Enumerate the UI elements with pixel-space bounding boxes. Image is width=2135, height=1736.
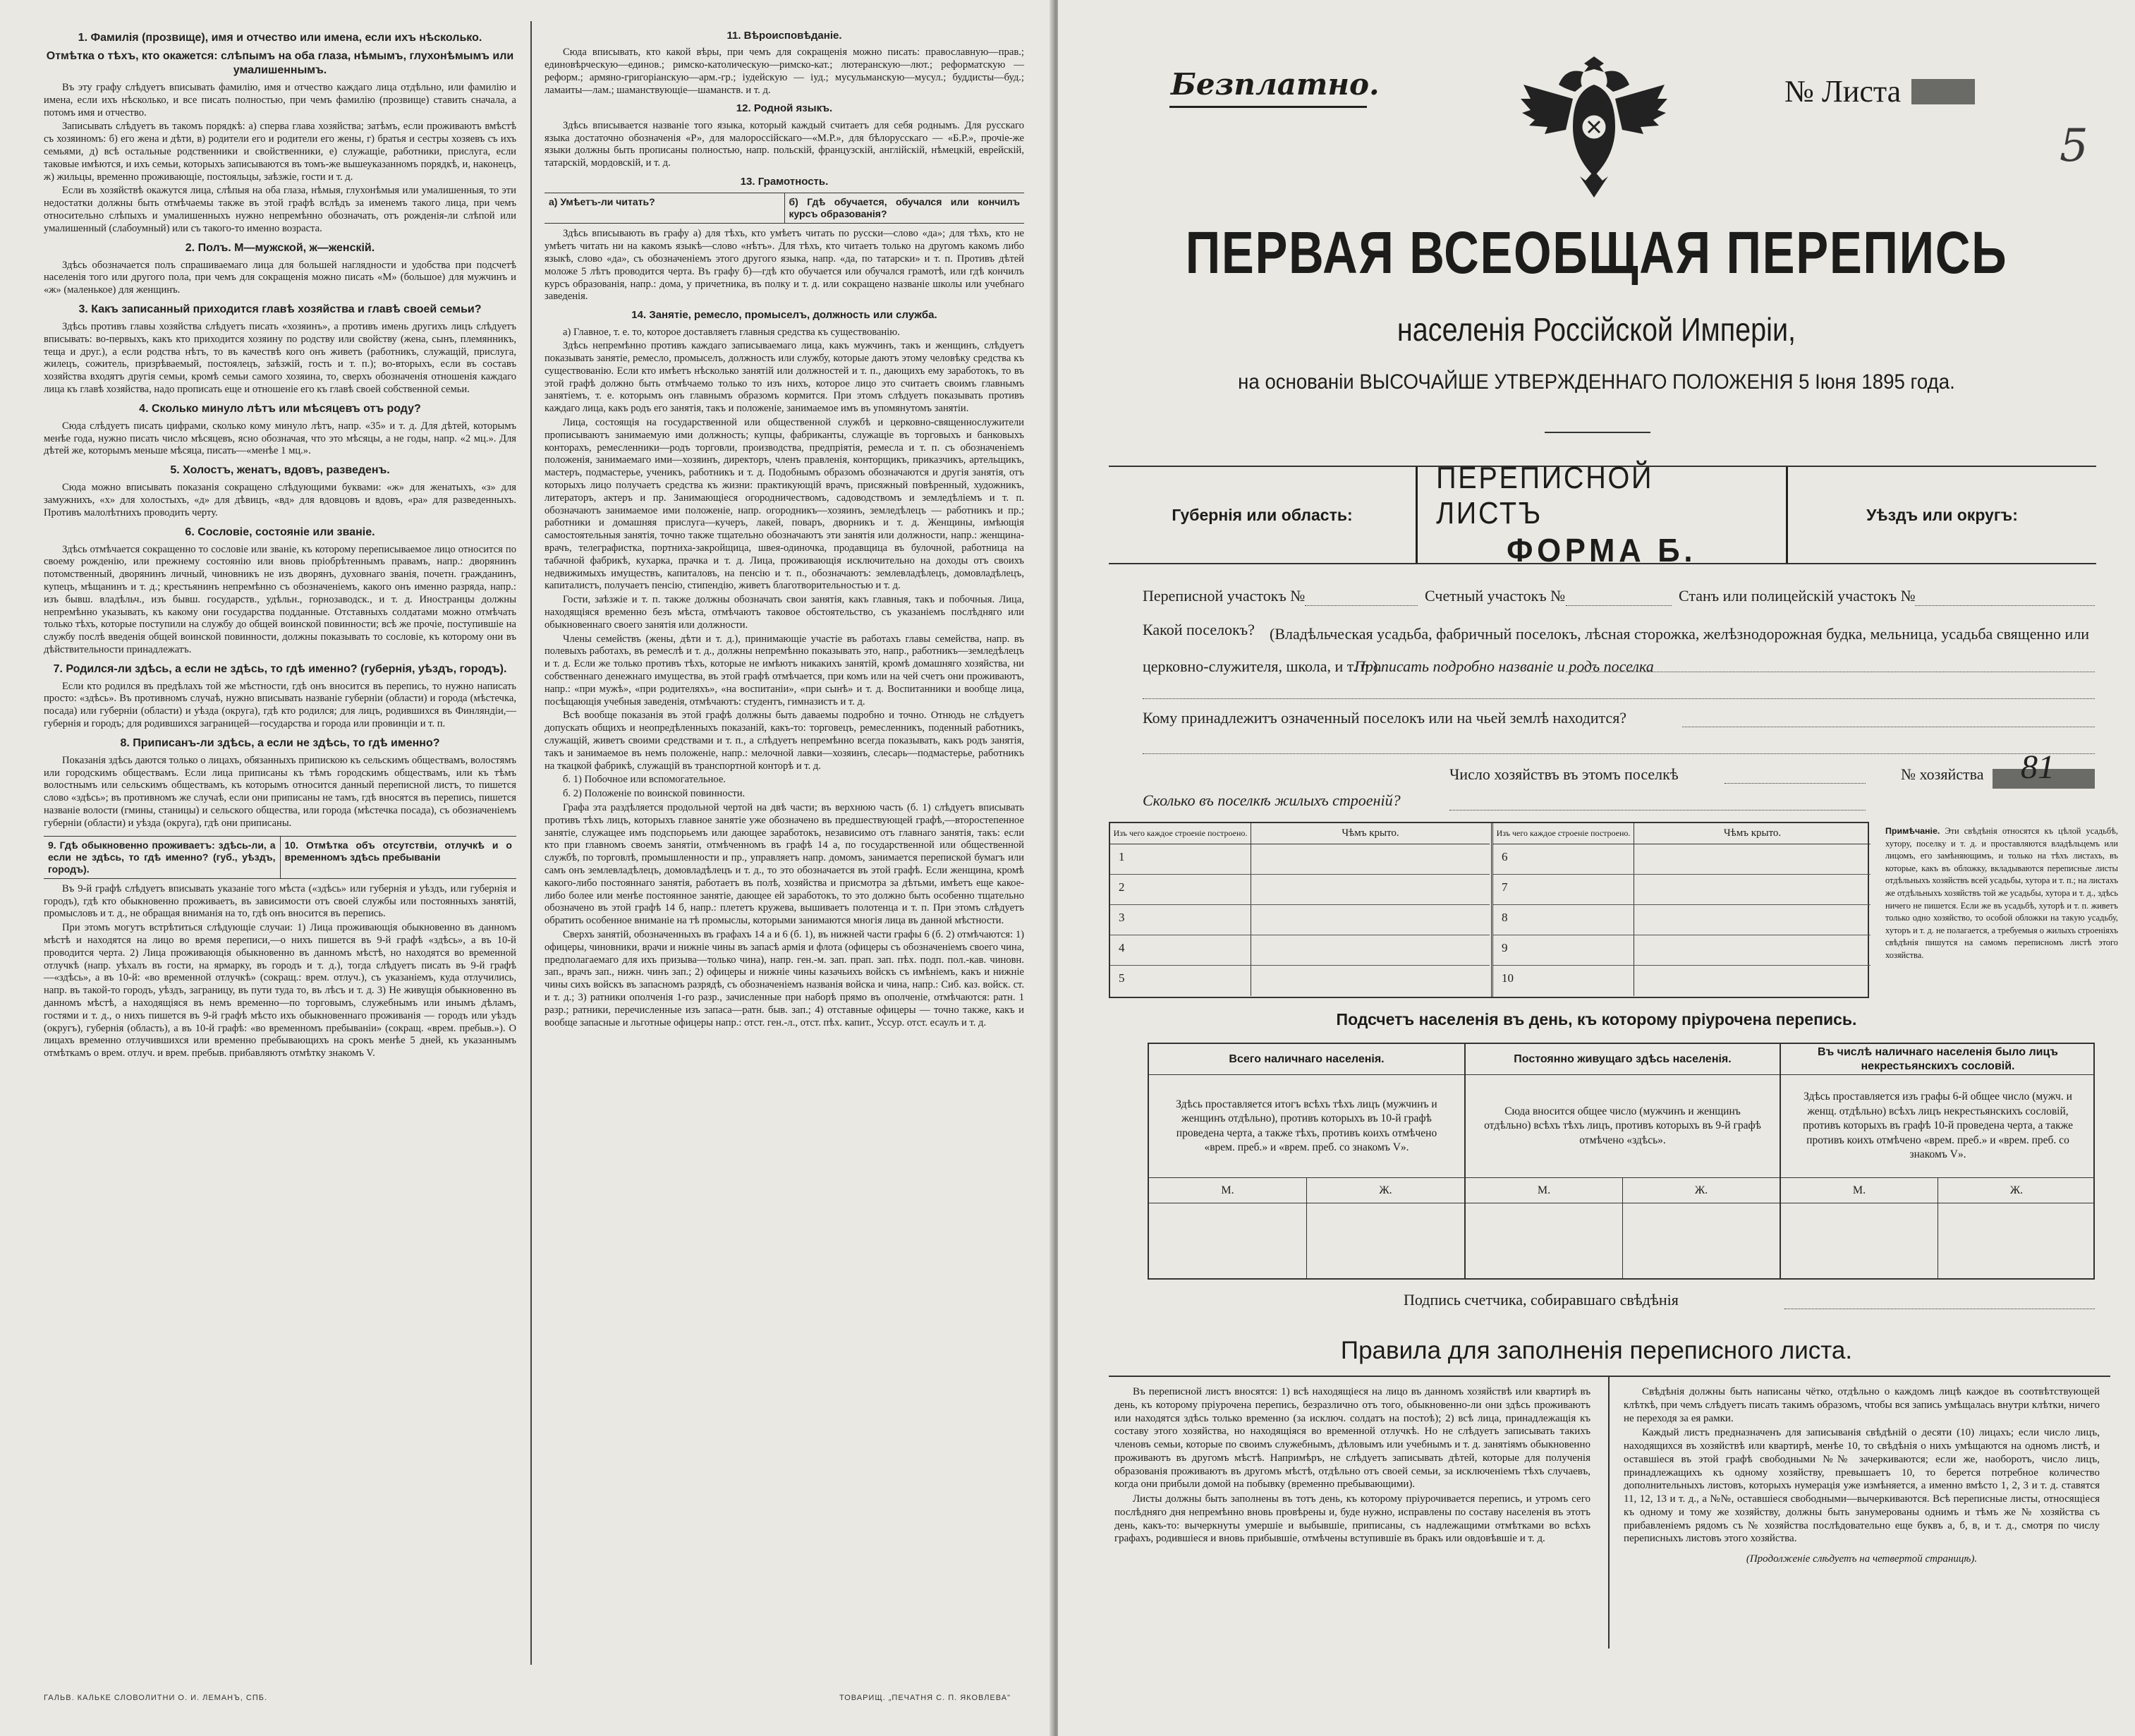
right-page-form [1058,0,2135,1736]
section-title: 5. Холостъ, женатъ, вдовъ, разведенъ. [170,464,390,477]
household-no-handwritten: 81 [2021,748,2055,786]
rules-column-right [1624,1385,2100,1567]
col-material: Изъ чего каждое строеніе построено. [1493,823,1634,844]
population-col-total [1149,1044,1464,1278]
female-count-field[interactable] [1622,1203,1780,1278]
section-text: Въ эту графу слѣдуетъ вписывать фамилію, имя и отчество каждаго лица отдѣльно, или фамилію и имена, если ихъ нѣсколько, и все писать полностью, при чемъ фамилію (прозвище) ставить сначала, а потомъ имя и отчество. [44,82,516,119]
row-number: 5 [1110,966,1251,996]
male-label: М. [1852,1184,1866,1196]
continued-note: (Продолженіе слѣдуетъ на четвертой страницѣ). [1746,1553,1978,1565]
section-text: Здѣсь обозначается полъ спрашиваемаго лица для большей наглядности и удобства при подсчетѣ населенія того или другого пола, при чемъ для сокращенія можно писать «М» (большое) для мужчинъ и «ж» (маленькое) для женщинъ. [44,259,516,296]
section-2 [44,241,516,297]
imprint-left: ГАЛЬВ. КАЛЬКЕ СЛОВОЛИТНИ О. И. ЛЕМАНЪ, СПБ. [44,1694,268,1702]
sex-header [1781,1178,2095,1203]
table-row[interactable] [1110,905,1490,935]
header-box [1109,461,2096,569]
section-13 [545,176,1024,303]
count-precinct-input[interactable] [1566,605,1672,606]
section-text: б. 2) Положеніе по воинской повинности. [563,788,746,800]
section-text: а) Главное, т. е. то, которое доставляетъ главныя средства къ существованію. [563,326,900,338]
settlement-question: Какой поселокъ? [1143,621,1255,638]
owner-input-line2[interactable] [1143,753,2095,754]
section-14 [545,309,1024,1029]
section-text: Сюда слѣдуетъ писать цифрами, сколько кому минуло лѣтъ, напр. «35» и т. д. Для дѣтей, которымъ менѣе года, нужно писать число мѣсяцевъ, ясно обозначая, что это мѣсяцы, а не годы, напр. «2 мц.». Для дѣтей же, которымъ меньше мѣсяца, писать—«менѣе 1 мц.». [44,420,516,457]
form-title [1416,461,1788,569]
female-count-field[interactable] [1938,1203,2095,1278]
table-row[interactable] [1110,844,1490,875]
female-label: Ж. [1306,1178,1464,1203]
section-title: 4. Сколько минуло лѣтъ или мѣсяцевъ отъ роду? [139,402,421,415]
table-row[interactable] [1493,844,1871,875]
section-text: Здѣсь противъ главы хозяйства слѣдуетъ писать «хозяинъ», а противъ имень другихъ лицъ слѣдуетъ вписывать: во-первыхъ, какъ кто приходится хозяину по родству или свойству (жена, сынъ, племянникъ, теща и друг.), а если родства нѣтъ, то въ качествѣ кого онъ живетъ (работникъ, служащій, прислуга, жилецъ, сожитель, призрѣваемый, постоялецъ, заѣзжій, гость и т. п.); во-вторыхъ, если въ составъ хозяйства входятъ другія семьи, кромѣ семьи самого хозяина, то, сверхъ обозначенія отношенія каждаго лица къ главѣ хозяйства, надо прописать еще и отношеніе его къ главѣ своей собственной семьи. [44,320,516,395]
section-text: Члены семействъ (жены, дѣти и т. д.), принимающіе участіе въ работахъ главы семейства, напр. въ полевыхъ работахъ, въ ремеслѣ и т. д., должны непремѣнно показывать это, напр., работникъ—земледѣлецъ и т. д. Если же только противъ тѣхъ, которые не имѣютъ никакихъ занятій, кромѣ домашняго хозяйства, ни собственнаго денежнаго имущества, въ этой графѣ отмѣчается, при комъ или на чей счетъ они проживаютъ, напр.: «при мужѣ», «при родителяхъ», «на воспитаніи», «при сынѣ» и т. д. Воспитанники и вообще лица, посѣщающія учебныя заведенія, отмѣчаютъ: студентъ, гимназистъ и т. д. [545,633,1024,708]
buildings-table-left [1110,823,1490,997]
section-title: 11. Вѣроисповѣданіе. [726,30,842,42]
section-text: Сюда можно вписывать показанія сокращено слѣдующими буквами: «ж» для женатыхъ, «з» для замужнихъ, «х» для холостыхъ, «д» для дѣвицъ, «вд» для вдовцовъ и вдовъ, «ра» для разведенныхъ. Противъ малолѣтнихъ проводить черту. [44,482,516,518]
rules-title: Правила для заполненія переписного листа. [1340,1337,1853,1364]
section-text: Графа эта раздѣляется продольной чертой на двѣ части; въ верхнюю часть (б. 1) слѣдуетъ вписывать противъ тѣхъ лицъ, которыхъ главное занятіе уже обозначено въ предшествующей графѣ,—второстепенное занятіе, служащее имъ подспорьемъ или дающее заработокъ, независимо отъ главнаго занятія, такъ: если кто при главномъ своемъ занятіи, отмѣченномъ въ графѣ 14 а, по государственной или общественной службѣ, по торговлѣ, промышленности и пр., управляетъ напр. домомъ, занимается перепиской бумагъ или самъ онъ землевладѣлецъ, домовладѣлецъ и т. д., то это обозначается въ этой графѣ. Если женщина, кромѣ какого-либо постояннаго занятія, работаетъ въ полѣ, хозяйства и присмотра за дѣтьми, имѣетъ еще какое-либо более или менѣе постоянное занятіе, дающее ей заработокъ, то это должно быть особенно тщательно обозначено въ этой графѣ 14 б, напр.: плететъ кружева, вышиваетъ полотенца и т. п. При этомъ слѣдуетъ обратить особенное вниманіе на тѣ промыслы, которыми занимаются многія лица въ данной мѣстности. [545,801,1024,927]
settlement-hint-cont: церковно-служителя, школа, и т. п.). [1143,657,1382,675]
free-label: Безплатно. [1171,67,1380,102]
section-8 [44,736,516,830]
section-4 [44,402,516,458]
col-header: Постоянно живущаго здѣсь населенія. [1466,1044,1780,1075]
section-text: Показанія здѣсь даются только о лицахъ, обязанныхъ припискою къ сельскимъ обществамъ, волостямъ или городскимъ обществамъ. Если лица приписаны къ тѣмъ городскимъ обществамъ, или къ тѣмъ волостнымъ или сельскимъ обществамъ, къ которымъ относится данный переписной листъ, то пишется слово «здѣсь»; въ противномъ же случаѣ, если они приписаны не тамъ, гдѣ вносятся въ перепись, пишется названіе волости (гмины, станицы) и сельского общества, или города (мѣстечка посада), съ обозначеніемъ губерніи (области) и уѣзда (округа), гдѣ они приписаны. [44,754,516,829]
section-text: Здѣсь вписывають въ графу а) для тѣхъ, кто умѣетъ читать по русски—слово «да»; для тѣхъ, кто не умѣетъ читать ни на какомъ языкѣ—слово «нѣтъ». Для тѣхъ, кто читаетъ только на другомъ какомъ либо языкѣ, слово «да», съ обозначеніемъ этого другого языка, напр. «да, по татарски» и т. п. Противъ дѣтей моложе 5 лѣтъ проводится черта. Въ графу б)—гдѣ кто обучается или обучался грамотѣ, или гдѣ кончилъ курсъ образованія, напр.: дома, у причетника, въ полку и т. д. или сокращено названіе школы или учебнаго заведенія. [545,228,1024,303]
note-text: Эти свѣдѣнія относятся къ цѣлой усадьбѣ, хутору, поселку и т. д. и проставляются владѣльцемъ или лицомъ, его замѣняющимъ, и только на тѣхъ листахъ, въ которые, какъ въ обложку, вкладываются переписные листы отдѣльныхъ хозяйствъ всей усадьбы, хутора и т. п.; на листахъ же отдѣльныхъ хозяйствъ той же усадьбы, хутора и т. д., здѣсь ничего не пишется. Если же въ усадьбѣ, хуторѣ и т. п. живетъ только одно хозяйство, то особой обложки на такую усадьбу, хуторъ и т. д. не полагается, а требуемыя о жилыхъ строеніяхъ свѣдѣнія пишутся на самомъ переписномъ листѣ этого хозяйства. [1885,826,2119,961]
literacy-a: а) Умѣетъ-ли читать? [549,196,655,208]
section-9-title: 9. Гдѣ обыкновенно проживаетъ: здѣсь-ли, а если не здѣсь, то гдѣ именно? (губ., уѣздъ, городъ). [48,839,276,875]
row-number: 4 [1110,935,1251,965]
section-9-10-header [44,836,516,879]
col-roof: Чѣмъ крыто. [1342,827,1399,839]
col-header: Въ числѣ наличнаго населенія было лицъ некрестьянскихъ сословій. [1781,1044,2095,1075]
male-count-field[interactable] [1466,1203,1622,1278]
section-1 [44,31,516,236]
left-column-a [44,28,516,1066]
literacy-b: б) Гдѣ обучается, обучался или кончилъ курсъ образованія? [784,193,1025,223]
section-text: Здѣсь непремѣнно противъ каждаго записываемаго лица, какъ мужчинъ, такъ и женщинъ, слѣдуетъ показывать занятіе, ремесло, промыселъ, должность или службу, которые даютъ этому человѣку средства къ существованію. Если кто имѣетъ нѣсколько занятій или должностей и т. п., дающихъ ему заработокъ, то въ этой графѣ должно быть отмѣчаемо только то изъ нихъ, которое лицо это считаетъ своимъ главнымъ занятіемъ, т. е. которымъ онъ главнымъ образомъ кормится. При этомъ слѣдуетъ показывать противъ каждаго лица, какъ родъ его занятія, такъ и положеніе, занимаемое имъ въ упомянутомъ занятіи. [545,340,1024,415]
female-count-field[interactable] [1306,1203,1464,1278]
left-page-instructions [0,0,1054,1736]
male-label: М. [1537,1184,1551,1196]
double-headed-eagle-icon [1516,42,1672,212]
row-number: 10 [1493,966,1634,996]
sheet-number [1784,63,1975,112]
section-text: б. 1) Побочное или вспомогательное. [563,774,726,786]
section-text: Лица, состоящія на государственной или общественной службѣ и церковно-священнослужители прописываютъ занимаемую ими должность; купцы, фабриканты, служащіе въ торговыхъ и банковыхъ конторахъ, ремесленники—родъ торговли, производства, предпріятія, ремесла и т. п. съ обозначеніемъ положенія, занимаемаго ими—хозяинъ, директоръ, членъ правленія, конторщикъ, приказчикъ, артельщикъ, мастеръ, подмастерье, ученикъ, работникъ и т. д. Подобнымъ образомъ обозначаются и другія занятія, отъ которыхъ лицо получаетъ средства къ жизни: практикующій врачъ, присяжный повѣренный, художникъ, литераторъ, актеръ и пр. Занимающіеся огородничествомъ, садоводствомъ и земледѣліемъ и т. п. обозначаютъ занимаемое ими положеніе, напр. огородникъ—хозяинъ, земледѣлецъ — работникъ и пр.; работники и домашняя прислуга—кучеръ, лакей, поваръ, дворникъ и т. д. Женщины, имѣющія самостоятельныя занятія, точно также тщательно обозначаютъ эти занятія или должности, напр.: женщина-врачъ, телеграфистка, портниха-закройщица, швея-одиночка, продавщица въ булочной, работница на табачной фабрикѣ, кухарка, прачка и т. д. Лица, проживающія исключительно на доходы отъ своихъ недвижимыхъ имуществъ, капиталовъ, на пенсію и т. п., обозначаютъ: землевладѣлецъ, домовладѣлецъ, капиталистъ, получаетъ пенсію, стипендію, живетъ благотворительностью и т. д. [545,417,1024,592]
rule-text: Каждый листъ предназначенъ для записыванія свѣдѣній о десяти (10) лицахъ; если число лицъ, находящихся въ хозяйствѣ или квартирѣ, менѣе 10, то свѣдѣнія о нихъ умѣщаются на одномъ листѣ, и оставшіеся въ этой графѣ свободными №№ зачеркиваются; если же, наоборотъ, число лицъ, принадлежащихъ къ одному хозяйству, превышаетъ 10, то берется потребное количество дополнительныхъ листовъ, которыхъ нумерація уже измѣняется, а именно вмѣсто 1, 2, 3 и т. д. ставятся 11, 12, 13 и т. д., а №№, оставшіеся свободными—вычеркиваются. Всѣ переписные листы, относящіеся къ одному и тому же хозяйству, должны быть занумерованы однимъ и тѣмъ же № хозяйства съ прибавленіемъ рядомъ съ № хозяйства послѣдовательно еще буквъ а, б, в, и т. д., смотря по числу переписныхъ листовъ этого хозяйства. [1624,1427,2100,1545]
main-title: ПЕРВАЯ ВСЕОБЩАЯ ПЕРЕПИСЬ [1185,219,2008,286]
row-number: 7 [1493,875,1634,904]
note-label: Примѣчаніе. [1885,826,1940,836]
section-text: Записывать слѣдуетъ въ такомъ порядкѣ: а) сперва глава хозяйства; затѣмъ, если проживаютъ вмѣстѣ съ хозяиномъ: б) его жена и дѣти, в) родители его и родители его жены, г) братья и сестры хозяевъ съ ихъ семьями, д) всѣ остальные родственники и свойственники, е) служащіе, работники, прислуга, если таковые имѣются, и ихъ семьи, которыхъ записываются въ томъ-же вышеуказанномъ порядкѣ, и, наконецъ, ж) жильцы, временно проживающіе, постояльцы, заѣзжіе, гости и т. д. [44,121,516,183]
households-input[interactable] [1725,783,1866,784]
col-description: Сюда вносится общее число (мужчинъ и женщинъ отдѣльно) всѣхъ тѣхъ лицъ, противъ которыхъ въ 9-й графѣ отмѣчено «здѣсь». [1466,1075,1780,1178]
buildings-input[interactable] [1449,810,1866,811]
form-title-line2: ФОРМА Б. [1507,532,1697,569]
population-col-non-peasant [1780,1044,2095,1278]
section-text: Сверхъ занятій, обозначенныхъ въ графахъ 14 а и 6 (б. 1), въ нижней части графы 6 (б. 2) отмѣчаются: 1) офицеры, чиновники, врачи и нижніе чины въ запасѣ армія и флота (офицеры съ обозначеніемъ своего чина, предполагаемаго для ихъ призыва—только чина), напр. ген.-м. зап. прап. зап. пѣх. подп. пол.-кав. чиновн. зап., врачъ зап., нижн. чинъ зап.; 2) офицеры и нижніе чины казачьихъ войскъ съ имѣніемъ, какъ и нижніе чины сихъ войскъ въ запасномъ разрядѣ, съ обозначеніемъ названія войска и чина, напр.: Сиб. каз. войск. ст. и т. д.; 3) ратники ополченія 1-го разр., зачисленные при наборѣ прямо въ ополченіе, отмѣчаются: ратн. 1 разр.; ратники, перечисленные изъ запаса—ратн. быв. зап.; 4) отставные офицеры — точно также, какъ и вообще запасные и льготные офицеры напр.: отст. ген.-л., отст. пѣх. капит., Уссур. отст. есаулъ и т. д. [545,928,1024,1028]
population-count-title: Подсчетъ населенія въ день, къ которому пріурочена перепись. [1336,1010,1857,1028]
household-no-label: № хозяйства [1901,765,1984,783]
main-subtitle: населенія Россійской Имперіи, [1397,311,1796,348]
section-text: Если въ хозяйствѣ окажутся лица, слѣпыя на оба глаза, нѣмыя, глухонѣмыя или умалишенныя, то эти недостатки должны быть отмѣчаемы также въ этой графѣ вслѣдъ за именемъ такого лица, при чемъ относительно слѣпыхъ и умалишенныхъ нужно непремѣнно обозначать, отъ рожденія-ли слѣпой или умалишенный (слабоумный) или съ такого-то именно возраста. [44,185,516,234]
table-row[interactable] [1493,966,1871,996]
sheet-number-label: № Листа [1784,74,1902,109]
section-10-title: 10. Отмѣтка объ отсутствіи, отлучкѣ и о временномъ здѣсь пребываніи [280,837,517,878]
counter-signature-label: Подпись счетчика, собиравшаго свѣдѣнія [1404,1291,1679,1309]
sex-header [1466,1178,1780,1203]
section-text: Здѣсь вписывается названіе того языка, который каждый считаетъ для себя роднымъ. Для русскаго языка достаточно обозначенія «Р», для малороссійскаго—«М.Р.», для бѣлорусскаго — «Б.Р.», прочіе-же языки должны быть прописаны полностью, напр. польскій, французскій, англійскій, нѣмецкій, еврейскій, татарскій, мордовскій, и т. д. [545,119,1024,169]
male-count-field[interactable] [1149,1203,1306,1278]
female-label: Ж. [1938,1178,2095,1203]
precinct-field-label: Переписной участокъ № [1143,587,1306,605]
section-title: 13. Грамотность. [740,175,829,188]
section-title: 1. Фамилія (прозвище), имя и отчество или имена, если ихъ нѣсколько. [78,32,482,44]
section-title: 7. Родился-ли здѣсь, а если не здѣсь, то гдѣ именно? (губернія, уѣздъ, городъ). [53,662,507,675]
section-subtitle: Отмѣтка о тѣхъ, кто окажется: слѣпымъ на оба глаза, нѣмымъ, глухонѣмымъ или умалишеннымъ. [46,50,514,76]
column-divider [530,21,532,1665]
population-col-permanent [1464,1044,1780,1278]
buildings-table [1109,822,1869,998]
table-row[interactable] [1110,875,1490,905]
imprint-right: ТОВАРИЩ. „ПЕЧАТНЯ С. П. ЯКОВЛЕВА" [839,1694,1011,1702]
sex-values [1466,1203,1780,1278]
section-6 [44,526,516,657]
section-12 [545,102,1024,169]
section-text: Сюда вписывать, кто какой вѣры, при чемъ для сокращенія можно писать: православную—прав.; единовѣрческую—единов.; римско-католическую—римско-кат.; лютеранскую—лют.; реформатскую — реформ.; армяно-григоріанскую—арм.-гр.; іудейскую — іуд.; мусульманскую—мусул.; буддисты—буд.; ламаиты—лам.; шаманствующіе—шаманств. и т. д. [545,47,1024,96]
section-7 [44,662,516,731]
section-text: Въ 9-й графѣ слѣдуетъ вписывать указаніе того мѣста («здѣсь» или губернія и уѣздъ, или губернія и городъ), гдѣ кто обыкновенно проживаетъ, въ зависимости отъ своей службы или постоянныхъ занятій, промысловъ и т. д., не обращая вниманія на то, гдѣ онъ вносится въ перепись. [44,882,516,920]
owner-question: Кому принадлежитъ означенный поселокъ или на чьей землѣ находится? [1143,709,1627,727]
sex-header [1149,1178,1464,1203]
province-field[interactable]: Губернія или область: [1172,505,1353,524]
rule-text: Свѣдѣнія должны быть написаны чётко, отдѣльно о каждомъ лицѣ каждое въ соотвѣтствующей клѣткѣ, при чемъ слѣдуетъ писать такимъ образомъ, чтобы вся запись умѣщалась внутри клѣтки, ничего не переходя за ея рамки. [1624,1386,2100,1424]
section-3 [44,303,516,396]
row-number: 2 [1110,875,1251,904]
section-9-10 [44,836,516,1060]
section-title: 12. Родной языкъ. [736,102,833,115]
col-description: Здѣсь проставляется итогъ всѣхъ тѣхъ лицъ (мужчинъ и женщинъ отдѣльно), противъ которыхъ въ 10-й графѣ проведена черта, а также тѣхъ, противъ коихъ отмѣчено «врем. преб.» и «врем. преб. со знакомъ V». [1149,1075,1464,1178]
count-precinct-label: Счетный участокъ № [1425,587,1566,605]
section-title: 3. Какъ записанный приходится главѣ хозяйства и главѣ своей семьи? [78,303,482,315]
buildings-table-header [1110,823,1490,844]
title-divider [1545,432,1650,433]
settlement-instruction-text: Прописать подробно названіе и родъ поселка [1354,657,1654,675]
row-number: 8 [1493,905,1634,935]
households-label: Число хозяйствъ въ этомъ поселкѣ [1449,765,1679,783]
table-row[interactable] [1493,905,1871,935]
male-count-field[interactable] [1781,1203,1938,1278]
sheet-number-handwritten: 5 [2060,120,2088,172]
stan-label: Станъ или полицейскій участокъ № [1679,587,1916,605]
section-title: 8. Приписанъ-ли здѣсь, а если не здѣсь, то гдѣ именно? [120,736,440,749]
section-title: 14. Занятіе, ремесло, промыселъ, должность или служба. [631,309,937,322]
section-11 [545,30,1024,97]
row-number: 1 [1110,844,1251,874]
sex-values [1781,1203,2095,1278]
rule-text: Листы должны быть заполнены въ тотъ день, къ которому пріурочивается перепись, и утромъ сего послѣдняго дня непремѣнно вновь провѣрены и, буде нужно, исправлены по составу населенія въ этотъ день, какъ-то: вычеркнуты умершіе и выбывшіе, приписаны, съ надлежащими отмѣтками во всѣхъ графахъ, родившіеся и вновь прибывшіе, отмѣчены вступившіе въ бракъ или овдовѣвшіе и т. д. [1114,1493,1590,1545]
sex-values [1149,1203,1464,1278]
female-label: Ж. [1622,1178,1780,1203]
col-header: Всего наличнаго населенія. [1149,1044,1464,1075]
rules-box [1109,1376,2110,1647]
settlement-instruction [1354,657,1654,676]
section-text: При этомъ могутъ встрѣтиться слѣдующіе случаи: 1) Лица проживающія обыкновенно въ данномъ мѣстѣ и находятся на лицо во время переписи,—о нихъ пишется въ 9-й графѣ «здѣсь», а въ 10-й проводится черта. 2) Лица проживающія обыкновенно въ данномъ мѣстѣ, но находятся во временной отлучкѣ (напр. уѣхалъ въ гости, на ярмарку, въ городъ и т. д.), тогда слѣдуетъ писать въ 9-й графѣ—«здѣсь», а въ 10-й: «во временной отлучкѣ» (сокращ.: врем. отлуч.), съ указаніемъ, куда отлучились, напр. въ такой-то городъ, уѣздъ, заграницу, въ пути туда то, въ лѣсъ и т. д. 3) Не живущія обыкновенно въ данномъ мѣстѣ, а находящіяся въ немъ временно—по торговымъ, служебнымъ или инымъ дѣламъ, гостями и т. д., о нихъ пишется въ 9-й графѣ мѣсто ихъ обыкновеннаго проживанія — городъ или уѣздъ (округъ), губернія (область), а въ 10-й графѣ: «во временномъ пребываніи» (сокращ. «врем. пребыв.»). О лицахъ временно отлучившихся или временно пребывающихъ на срокъ менѣе 5 дней, къ указаннымъ отмѣткамъ о врем. отлуч. и врем. пребыв. прибавляютъ отмѣтку знакомъ V. [44,922,516,1060]
section-text: Здѣсь отмѣчается сокращенно то сословіе или званіе, къ которому переписываемое лицо относится по своему рожденію, или прежнему состоянію или вновь пріобрѣтеннымъ правамъ, напр.: дворянинъ потомственный, дворянинъ личный, чиновникъ не изъ дворянъ, духовнаго званія, почетн. гражданинъ, купецъ, мѣщанинъ и т. д.; крестьянинъ непремѣнно съ обозначеніемъ, какого онъ именно разряда, напр.: изъ бывш. владѣльч., изъ бывш. государств., удѣльн., горнозаводск., и т. д. Иностранцы должны непремѣнно указывать, къ какому они государства подданные. Отставныхъ солдатами можно отмѣчать только тѣхъ, которые поступили на службу до общей воинской повинности; всѣ же прочіе, поступившіе на службу послѣ введенія общей воинской повинности, должны показывать то сословіе, къ которому они въ дѣйствительности принадлежатъ. [44,543,516,655]
row-number: 6 [1493,844,1634,874]
section-title: 2. Полъ. М—мужской, ж—женскій. [185,241,375,254]
buildings-table-right [1491,823,1871,997]
col-description: Здѣсь проставляется изъ графы 6-й общее число (мужч. и женщ. отдѣльно) всѣхъ лицъ некрестьянскихъ сословій, противъ которыхъ въ графѣ 10-й проведена черта, а также противъ коихъ отмѣчено «врем. преб.» и «врем. преб. со знакомъ V». [1781,1075,2095,1178]
row-number: 9 [1493,935,1634,965]
section-text: Всѣ вообще показанія въ этой графѣ должны быть даваемы подробно и точно. Отнюдь не слѣдуетъ допускать общихъ и неопредѣленныхъ показаній, какъ-то: торговецъ, ремесленникъ, поденный работникъ, служащій, живетъ своими средствами и т. п., а слѣдуетъ непремѣнно всегда показывать, какъ родъ занятія, такъ и занимаемое въ немъ положеніе, напр.: мелочной лавки—хозяинъ, слесарь—подмастерье, работникъ на ткацкой фабрикѣ, служащій въ транспортной конторѣ и т. д. [545,710,1024,772]
buildings-table-header [1493,823,1871,844]
col-roof: Чѣмъ крыто. [1723,827,1782,839]
literacy-subcolumns [545,193,1024,224]
district-field[interactable]: Уѣздъ или округъ: [1866,505,2018,524]
precinct-input[interactable] [1305,605,1418,606]
left-column-b [545,28,1024,1035]
form-title-line1: ПЕРЕПИСНОЙ ЛИСТЪ [1436,461,1654,530]
sheet-number-box[interactable] [1911,79,1975,104]
buildings-question-text: Сколько въ поселкѣ жилыхъ строеній? [1143,791,1401,809]
table-row[interactable] [1493,935,1871,966]
population-count-table [1148,1043,2095,1280]
rules-divider [1608,1377,1610,1649]
section-text: Гости, заѣзжіе и т. п. также должны обозначать свои занятія, какъ главныя, такъ и побочныя. Лица, находящіяся временно безъ мѣста, отмѣчаютъ таковое обстоятельство, съ указаніемъ послѣдняго или обыкновеннаго своего занятія или должности. [545,594,1024,631]
table-row[interactable] [1110,966,1490,996]
settlement-hint: (Владѣльческая усадьба, фабричный поселокъ, лѣсная сторожка, желѣзнодорожная будка, мельница, усадьба священно или [1270,625,2090,643]
row-number: 3 [1110,905,1251,935]
legal-basis: на основаніи ВЫСОЧАЙШЕ УТВЕРЖДЕННАГО ПОЛОЖЕНІЯ 5 Іюня 1895 года. [1238,370,1955,394]
free-underline [1169,106,1367,108]
section-text: Если кто родился въ предѣлахъ той же мѣстности, гдѣ онъ вносится въ перепись, то нужно написать просто: «здѣсь». Въ противномъ случаѣ, нужно вписывать названіе губерніи (области) и города (мѣстечка, посада) или губерніи (области) и уѣзда (округа), гдѣ кто родился; для лицъ, родившихся въ Финляндіи,—губернія и городъ; для родившихся заграницей—государства и города или провинціи и т. п. [44,680,516,730]
section-title: 6. Сословіе, состояніе или званіе. [185,526,375,538]
rule-text: Въ переписной листъ вносятся: 1) всѣ находящіеся на лицо въ данномъ хозяйствѣ или квартирѣ въ день, къ которому пріурочена перепись, безразлично отъ того, обыкновенно-ли они здѣсь проживаютъ или находятся здѣсь только временно (за исключ. солдатъ на постоѣ); 2) всѣ лица, принадлежащія къ составу этого хозяйства, но находящіяся во временной отлучкѣ. Но не слѣдуетъ записывать такихъ членовъ семьи, которые по своимъ служебнымъ, дѣловымъ или учебнымъ и т. д. занятіямъ обыкновенно проживаютъ въ другомъ мѣстѣ. Напримѣръ, не слѣдуетъ записывать дѣтей, которые для полученія образованія проживаютъ въ другомъ мѣстѣ, отдѣльно отъ своей семьи, за исключеніемъ тѣхъ случаевъ, когда они прибыли домой на побывку (временно пребывающими). [1114,1386,1590,1491]
settlement-input-line2[interactable] [1143,698,2095,699]
col-material: Изъ чего каждое строеніе построено. [1110,823,1251,844]
table-row[interactable] [1493,875,1871,905]
buildings-note [1885,825,2118,962]
rules-column-left [1114,1385,1590,1547]
buildings-question [1143,791,1401,810]
stan-input[interactable] [1915,605,2095,606]
table-row[interactable] [1110,935,1490,966]
male-label: М. [1221,1184,1234,1196]
section-5 [44,463,516,519]
